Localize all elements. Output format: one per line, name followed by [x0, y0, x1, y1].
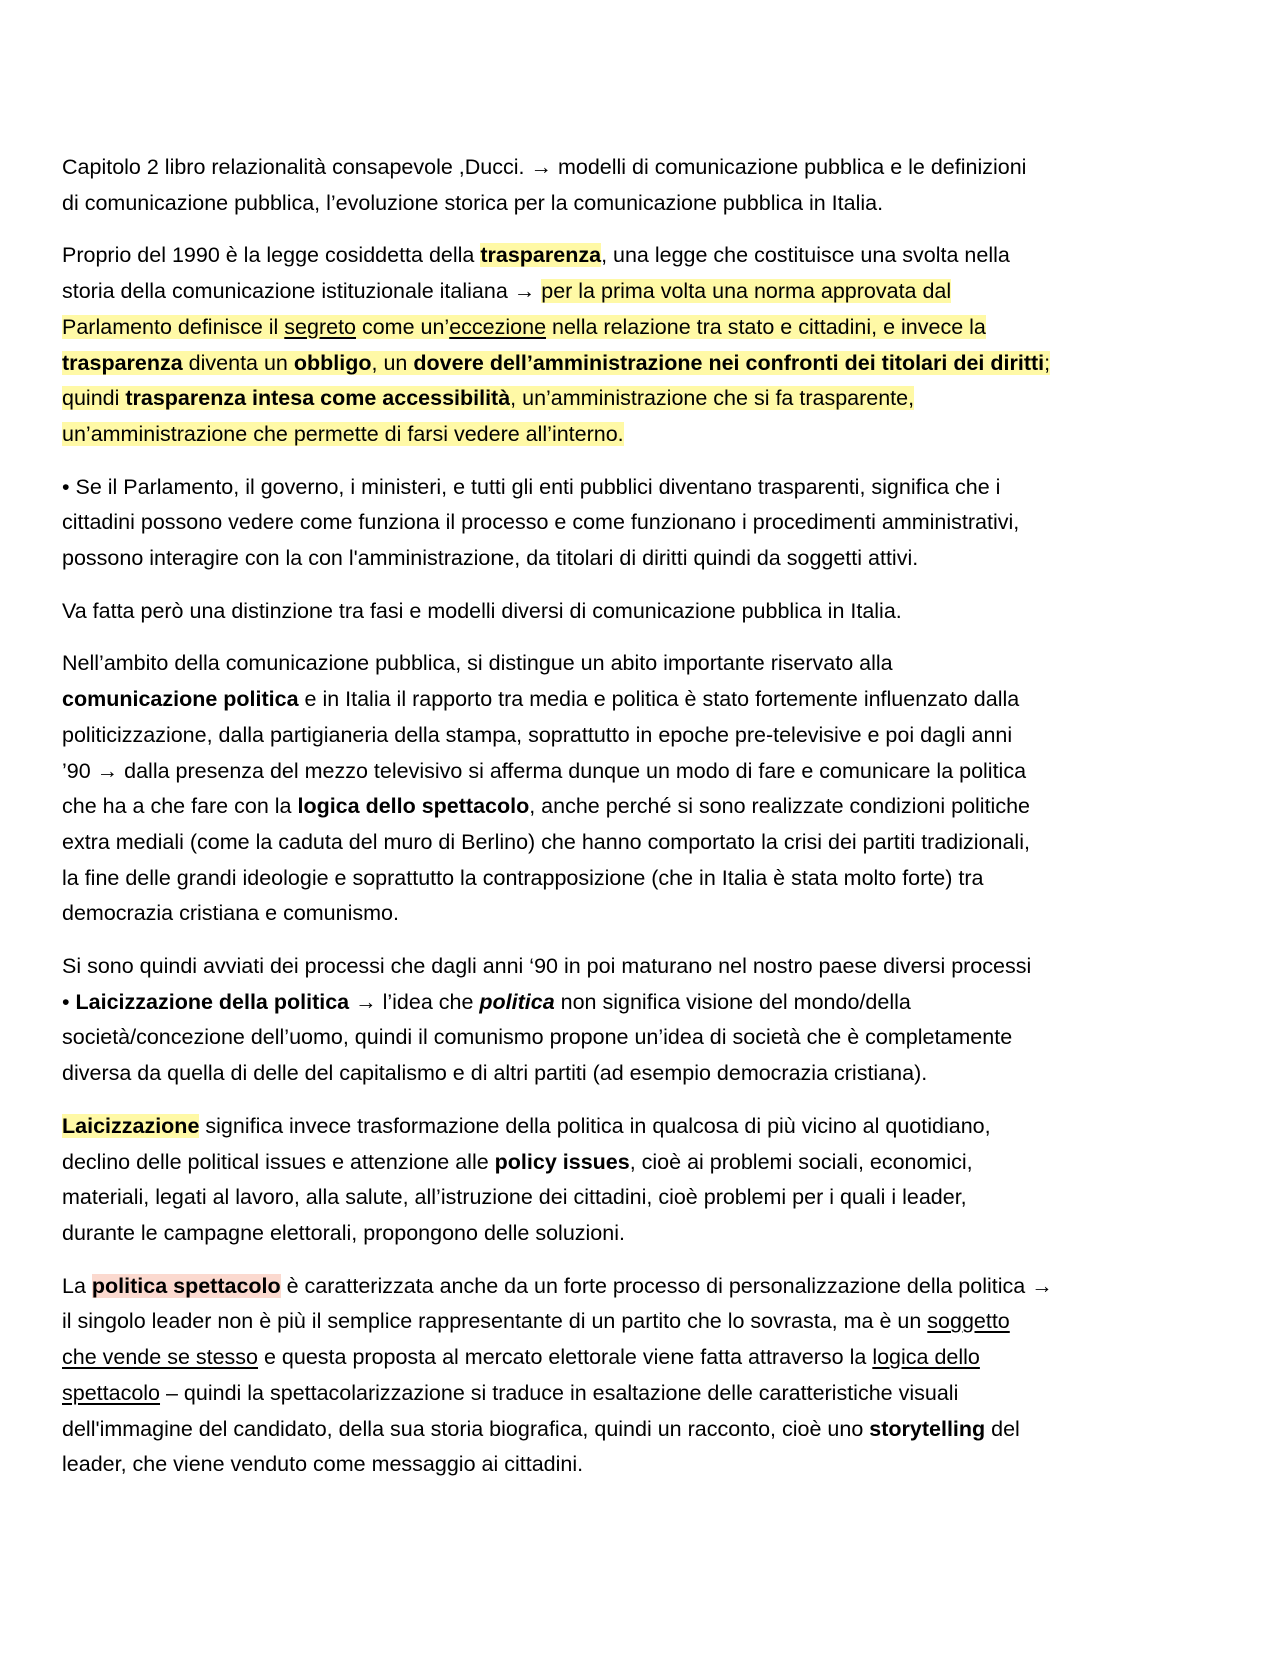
text-run: diversa da quella di delle del capitalismo e di altri partiti (ad esempio democrazia cristiana).	[62, 1061, 928, 1086]
text-line	[62, 985, 1212, 1021]
text-run: e in Italia il rapporto tra media e politica è stato fortemente influenzato dalla	[298, 687, 1020, 712]
text-run: Parlamento definisce il	[62, 314, 285, 339]
text-run: leader, che viene venduto come messaggio ai cittadini.	[62, 1452, 584, 1477]
text-run: quindi	[62, 386, 126, 411]
text-run: • Se il Parlamento, il governo, i ministeri, e tutti gli enti pubblici diventano trasparenti, significa che i	[62, 474, 1001, 499]
text-line	[62, 1109, 1212, 1145]
text-run: declino delle political issues e attenzione alle	[62, 1149, 495, 1174]
text-run: Nell’ambito della comunicazione pubblica, si distingue un abito importante riservato alla	[62, 651, 893, 676]
paragraph	[62, 238, 1212, 452]
text-run: dell'immagine del candidato, della sua storia biografica, quindi un racconto, cioè uno	[62, 1416, 870, 1441]
text-run: per la prima volta una norma approvata dal	[541, 279, 952, 304]
text-line	[62, 718, 1212, 754]
text-run: , un	[371, 350, 414, 375]
text-run: il singolo leader non è più il semplice rappresentante di un partito che lo sovrasta, ma è un	[62, 1309, 928, 1334]
text-line	[62, 417, 1212, 453]
paragraph	[62, 470, 1212, 577]
text-line	[62, 1180, 1212, 1216]
text-line	[62, 1447, 1212, 1483]
paragraph	[62, 949, 1212, 1092]
paragraph	[62, 150, 1212, 221]
text-run: , un’amministrazione che si fa trasparente,	[510, 386, 915, 411]
text-run: democrazia cristiana e comunismo.	[62, 901, 399, 926]
text-run: •	[62, 989, 76, 1014]
text-line	[62, 150, 1212, 186]
text-line	[62, 346, 1212, 382]
text-line	[62, 1020, 1212, 1056]
text-line	[62, 1145, 1212, 1181]
text-run: politicizzazione, dalla partigianeria della stampa, soprattutto in epoche pre-televisive e poi dagli anni	[62, 722, 1013, 747]
text-line	[62, 896, 1212, 932]
text-line	[62, 1216, 1212, 1252]
text-line	[62, 825, 1212, 861]
text-run: di comunicazione pubblica, l’evoluzione storica per la comunicazione pubblica in Italia.	[62, 190, 884, 215]
text-run: materiali, legati al lavoro, alla salute, all’istruzione dei cittadini, cioè problemi per i quali i leader,	[62, 1185, 967, 1210]
text-line	[62, 274, 1212, 310]
text-run: politica	[479, 989, 555, 1014]
text-run: → l’idea che	[349, 989, 480, 1014]
paragraph	[62, 646, 1212, 932]
text-line	[62, 541, 1212, 577]
text-line	[62, 682, 1212, 718]
text-run: trasparenza intesa come accessibilità	[125, 386, 511, 411]
text-run: segreto	[284, 314, 356, 339]
text-line	[62, 186, 1212, 222]
text-run: cittadini possono vedere come funziona il processo e come funzionano i procedimenti amministrativi,	[62, 510, 1020, 535]
text-run: Laicizzazione della politica	[75, 989, 350, 1014]
text-run: Laicizzazione	[62, 1113, 200, 1138]
text-run: , una legge che costituisce una svolta nella	[601, 243, 1010, 268]
text-run: del	[985, 1416, 1020, 1441]
text-run: la fine delle grandi ideologie e soprattutto la contrapposizione (che in Italia è stata molto forte) tra	[62, 865, 984, 890]
text-run: come un’	[356, 314, 450, 339]
text-line	[62, 1412, 1212, 1448]
text-line	[62, 1056, 1212, 1092]
text-run: diventa un	[182, 350, 294, 375]
text-run: durante le campagne elettorali, propongono delle soluzioni.	[62, 1220, 625, 1245]
text-run: policy issues	[494, 1149, 630, 1174]
text-run: obbligo	[293, 350, 372, 375]
paragraph	[62, 1269, 1212, 1483]
text-run: storytelling	[869, 1416, 986, 1441]
text-run: logica dello	[872, 1345, 980, 1370]
text-run: non significa visione del mondo/della	[554, 989, 911, 1014]
text-run: nella relazione tra stato e cittadini, e invece la	[546, 314, 986, 339]
text-run: comunicazione politica	[62, 687, 299, 712]
text-run: politica spettacolo	[91, 1273, 281, 1298]
text-line	[62, 789, 1212, 825]
text-run: – quindi la spettacolarizzazione si traduce in esaltazione delle caratteristiche visuali	[160, 1380, 959, 1405]
text-run: , anche perché si sono realizzate condizioni politiche	[529, 794, 1031, 819]
text-run: che vende se stesso	[62, 1345, 259, 1370]
text-line	[62, 505, 1212, 541]
text-run: logica dello spettacolo	[297, 794, 530, 819]
text-run: ;	[1044, 350, 1051, 375]
text-run: eccezione	[449, 314, 547, 339]
text-run: extra mediali (come la caduta del muro di Berlino) che hanno comportato la crisi dei partiti tradizionali,	[62, 829, 1030, 854]
text-run: storia della comunicazione istituzionale italiana →	[62, 279, 542, 304]
text-line	[62, 861, 1212, 897]
text-run: ’90 → dalla presenza del mezzo televisivo si afferma dunque un modo di fare e comunicare la politica	[62, 758, 1027, 783]
text-run: è caratterizzata anche da un forte processo di personalizzazione della politica →	[280, 1273, 1053, 1298]
text-run: trasparenza	[480, 243, 602, 268]
text-run: che ha a che fare con la	[62, 794, 298, 819]
text-line	[62, 1376, 1212, 1412]
text-line	[62, 381, 1212, 417]
text-run: dovere dell’amministrazione nei confronti dei titolari dei diritti	[413, 350, 1045, 375]
text-line	[62, 594, 1212, 630]
text-run: società/concezione dell’uomo, quindi il comunismo propone un’idea di società che è completamente	[62, 1025, 1013, 1050]
text-line	[62, 470, 1212, 506]
text-run: Si sono quindi avviati dei processi che dagli anni ‘90 in poi maturano nel nostro paese diversi processi	[62, 954, 1032, 979]
text-run: un’amministrazione che permette di farsi vedere all’interno.	[62, 421, 624, 446]
document-body	[62, 150, 1212, 1500]
text-run: trasparenza	[62, 350, 183, 375]
text-run: Va fatta però una distinzione tra fasi e modelli diversi di comunicazione pubblica in Italia.	[62, 598, 902, 623]
text-run: Capitolo 2 libro relazionalità consapevole ,Ducci. → modelli di comunicazione pubblica e le definizioni	[62, 155, 1027, 179]
text-line	[62, 1269, 1212, 1305]
text-run: spettacolo	[62, 1380, 161, 1405]
text-line	[62, 310, 1212, 346]
text-line	[62, 1304, 1212, 1340]
text-run: , cioè ai problemi sociali, economici,	[629, 1149, 973, 1174]
paragraph	[62, 594, 1212, 630]
text-run: possono interagire con la con l'amministrazione, da titolari di diritti quindi da soggetti attivi.	[62, 546, 919, 571]
text-run: significa invece trasformazione della politica in qualcosa di più vicino al quotidiano,	[199, 1113, 991, 1138]
text-run: soggetto	[927, 1309, 1010, 1334]
text-line	[62, 238, 1212, 274]
text-run: e questa proposta al mercato elettorale viene fatta attraverso la	[258, 1345, 873, 1370]
paragraph	[62, 1109, 1212, 1252]
text-run: Proprio del 1990 è la legge cosiddetta della	[62, 243, 481, 268]
text-run: La	[62, 1273, 92, 1298]
text-line	[62, 754, 1212, 790]
text-line	[62, 949, 1212, 985]
text-line	[62, 646, 1212, 682]
text-line	[62, 1340, 1212, 1376]
